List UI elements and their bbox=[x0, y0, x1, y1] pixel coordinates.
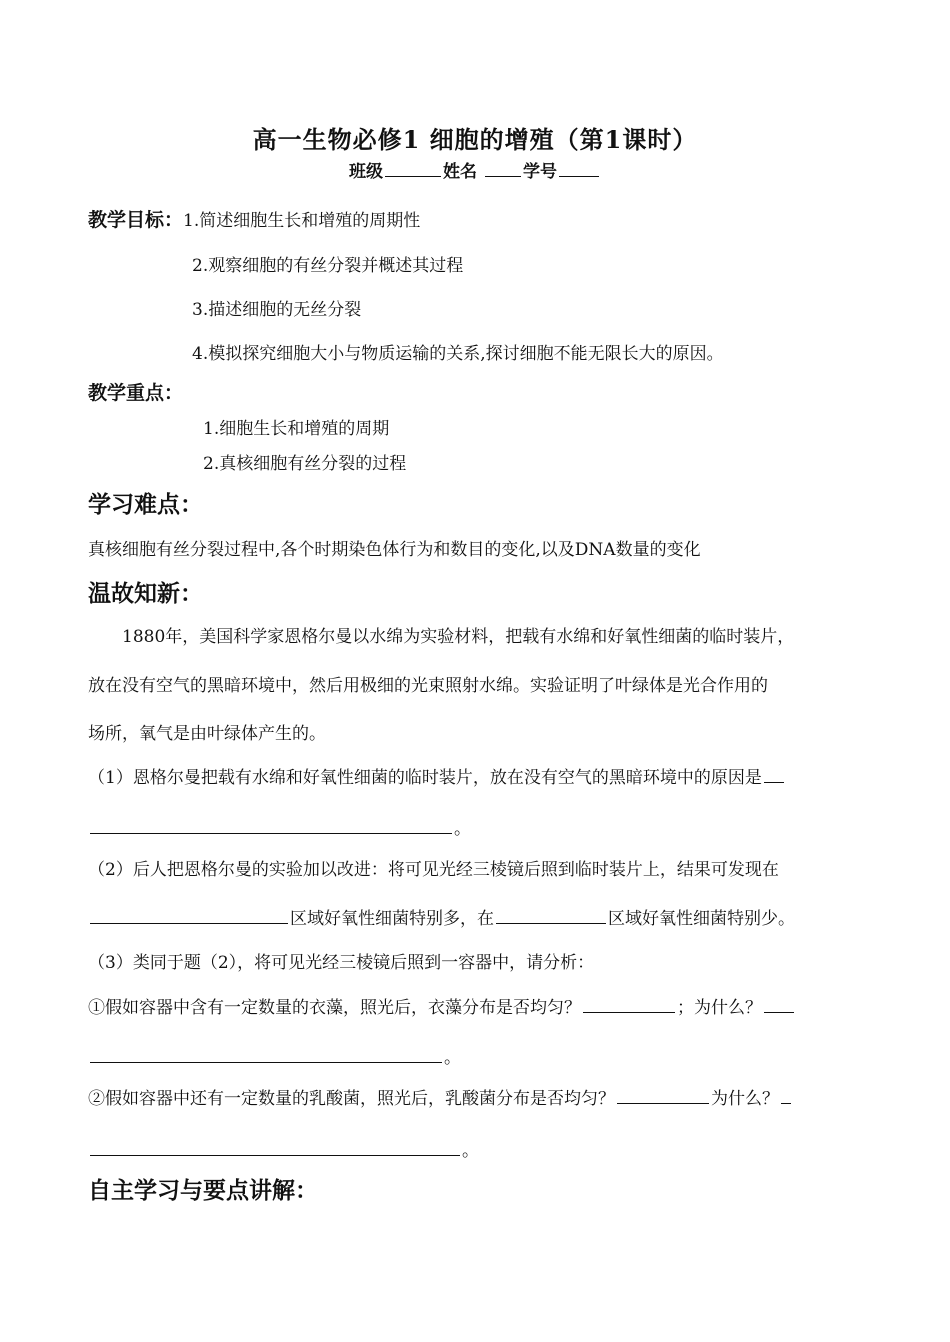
objective-item: 3.描述细胞的无丝分裂 bbox=[192, 300, 362, 320]
answer-blank[interactable] bbox=[764, 781, 784, 783]
key-points-label: 教学重点： bbox=[88, 382, 184, 404]
answer-blank[interactable] bbox=[90, 832, 452, 834]
question-3a-why: ；为什么？ bbox=[677, 998, 762, 1018]
question-1 bbox=[88, 763, 786, 788]
question-2-text: （2）后人把恩格尔曼的实验加以改进：将可见光经三棱镜后照到临时装片上，结果可发现在 bbox=[88, 860, 779, 880]
question-3b-why: 为什么？ bbox=[711, 1089, 779, 1109]
student-info-line bbox=[0, 157, 950, 182]
objective-item: 1.简述细胞生长和增殖的周期性 bbox=[183, 211, 421, 231]
answer-blank[interactable] bbox=[496, 922, 606, 924]
answer-blank[interactable] bbox=[583, 1011, 675, 1013]
question-3b-answer-line bbox=[88, 1136, 479, 1161]
objectives-section bbox=[88, 205, 420, 232]
review-paragraph-line: 放在没有空气的黑暗环境中，然后用极细的光束照射水绵。实验证明了叶绿体是光合作用的 bbox=[88, 676, 768, 696]
question-3b-text: ②假如容器中还有一定数量的乳酸菌，照光后，乳酸菌分布是否均匀？ bbox=[88, 1089, 615, 1109]
answer-blank[interactable] bbox=[764, 1011, 794, 1013]
question-2-end: 区域好氧性细菌特别少。 bbox=[608, 909, 795, 929]
answer-blank[interactable] bbox=[90, 1061, 442, 1063]
question-3a bbox=[88, 993, 796, 1018]
difficulties-label: 学习难点： bbox=[88, 491, 203, 518]
name-blank[interactable] bbox=[485, 175, 521, 177]
period: 。 bbox=[444, 1048, 461, 1068]
review-label: 温故知新： bbox=[88, 580, 203, 607]
key-point-item: 1.细胞生长和增殖的周期 bbox=[203, 419, 390, 439]
review-paragraph-line: 1880年，美国科学家恩格尔曼以水绵为实验材料，把载有水绵和好氧性细菌的临时装片， bbox=[122, 627, 795, 647]
name-label: 姓名 bbox=[443, 162, 478, 182]
page-title: 高一生物必修1 细胞的增殖（第1课时） bbox=[252, 125, 698, 154]
class-blank[interactable] bbox=[385, 175, 441, 177]
period: 。 bbox=[462, 1141, 479, 1161]
self-study-label: 自主学习与要点讲解： bbox=[88, 1177, 318, 1204]
period: 。 bbox=[454, 819, 471, 839]
id-blank[interactable] bbox=[559, 175, 599, 177]
objective-item: 4.模拟探究细胞大小与物质运输的关系,探讨细胞不能无限长大的原因。 bbox=[192, 344, 724, 364]
objectives-label: 教学目标： bbox=[88, 209, 184, 231]
answer-blank[interactable] bbox=[90, 1154, 460, 1156]
answer-blank[interactable] bbox=[617, 1102, 709, 1104]
question-1-answer-line bbox=[88, 814, 471, 839]
id-label: 学号 bbox=[522, 162, 557, 182]
question-3a-text: ①假如容器中含有一定数量的衣藻，照光后，衣藻分布是否均匀？ bbox=[88, 998, 581, 1018]
class-label: 班级 bbox=[349, 162, 384, 182]
objective-item: 2.观察细胞的有丝分裂并概述其过程 bbox=[192, 256, 464, 276]
key-point-item: 2.真核细胞有丝分裂的过程 bbox=[203, 454, 407, 474]
answer-blank[interactable] bbox=[90, 922, 288, 924]
difficulties-text: 真核细胞有丝分裂过程中,各个时期染色体行为和数目的变化,以及DNA数量的变化 bbox=[88, 540, 701, 560]
question-3-text: （3）类同于题（2），将可见光经三棱镜后照到一容器中，请分析： bbox=[88, 953, 595, 973]
question-2-mid: 区域好氧性细菌特别多，在 bbox=[290, 909, 494, 929]
review-paragraph-line: 场所，氧气是由叶绿体产生的。 bbox=[88, 724, 326, 744]
question-1-text: （1）恩格尔曼把载有水绵和好氧性细菌的临时装片，放在没有空气的黑暗环境中的原因是 bbox=[88, 768, 762, 788]
question-2-answer-line bbox=[88, 904, 795, 929]
question-3b bbox=[88, 1084, 793, 1109]
answer-blank[interactable] bbox=[781, 1102, 791, 1104]
question-3a-answer-line bbox=[88, 1043, 461, 1068]
